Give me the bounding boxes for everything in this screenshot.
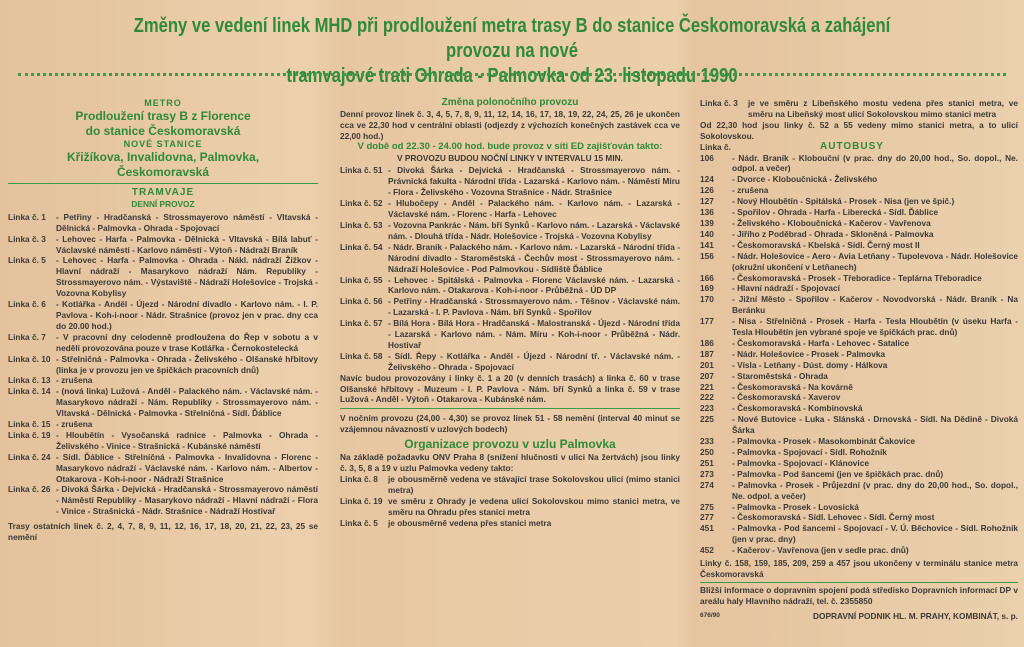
- line-entry: [700, 414, 1018, 436]
- line-route: - Hloubětín - Vysočanská radnice - Palmovka - Ohrada - Želivského - Vinice - Strašnická - Kubánské náměstí: [56, 429, 318, 451]
- divider: [340, 408, 680, 409]
- line-route: - Hlubočepy - Anděl - Palackého nám. - Karlovo nám. - Lazarská - Václavské nám. - Florenc - Harfa - Lehovec: [388, 198, 680, 220]
- line-entry: [700, 382, 1018, 393]
- title-line-1: Změny ve vedení linek MHD při prodloužení metra trasy B do stanice Českomoravská a zahájení provozu na nové: [133, 15, 891, 62]
- line-route: ve směru z Ohrady je vedena ulicí Sokolovskou mimo stanici metra, ve směru na Ohradu přes stanici metra: [388, 495, 680, 517]
- night-interval: V PROVOZU BUDOU NOČNÍ LINKY V INTERVALU 15 MIN.: [397, 152, 623, 163]
- additional-lines: Navíc budou provozovány i linky č. 1 a 20 (v denních trasách) a linka č. 60 v trase Olšanské hřbitovy - Muzeum - I. P. Pavlova - Nám. bří Synků a linka č. 59 v trase Lužová - Anděl - Výtoň - Otakarova - Kubánské nám.: [340, 372, 680, 405]
- line-route: - Českomoravská - Kbelská - Sídl. Černý most II: [732, 239, 920, 250]
- line-route: - (nová linka) Lužová - Anděl - Palackého nám. - Václavské nám. - Masarykovo nádraží - Nám. Republiky - Strossmayerovo nám. - Vltavská - Dělnická - Palmovka - Střelničná - Sídl. Ďáblice: [56, 386, 318, 419]
- line-entry: [8, 452, 318, 485]
- line-number: Linka č. 6: [8, 299, 46, 310]
- line-route: - Bílá Hora - Bílá Hora - Hradčanská - Malostranská - Újezd - Národní třída - Lazarská - Karlovo nám. - Nám. Míru - Koh-i-noor - Průběžná - Nádr. Hostivař: [388, 318, 680, 350]
- line-entry: [700, 545, 1018, 556]
- line-number: Linka č. 1: [8, 211, 46, 222]
- line-number: Linka č. 15: [8, 419, 51, 430]
- line-route: - Želivského - Kloboučnická - Kačerov - Vavřenova: [732, 217, 931, 228]
- line-entry: [700, 196, 1018, 207]
- line-route: - Palmovka - Spojovací - Klánovice: [732, 457, 869, 468]
- line-entry: [340, 275, 680, 297]
- linka-label: Linka č.: [700, 141, 731, 152]
- line-route: - Českomoravská - Xaverov: [732, 392, 841, 403]
- line-entry: [340, 198, 680, 220]
- line-entry: [700, 207, 1018, 218]
- line-route: - Jiřího z Poděbrad - Ohrada - Skloněná - Palmovka: [732, 228, 934, 239]
- line-entry: [700, 512, 1018, 523]
- line-route: - zrušena: [56, 419, 93, 430]
- line-route: - Kotlářka - Anděl - Újezd - Národní divadlo - Karlovo nám. - I. P. Pavlova - Koh-i-noor - Nádr. Strašnice (provoz jen v prac. dny cca do 20.00 hod.): [56, 299, 318, 331]
- line-entry: [340, 165, 680, 198]
- line-route: - Vísla - Letňany - Dúst. domy - Hálkova: [732, 359, 888, 370]
- title-line-2: tramvajové trati Ohrada - Palmovka od 23. listopadu 1990: [286, 65, 738, 87]
- line-entry: [700, 229, 1018, 240]
- line-route: - Nádr. Braník - Klobouční (v prac. dny do 20,00 hod., So. dopol., Ne. odpol. a večer): [732, 152, 1018, 174]
- line-number: Linka č. 14: [8, 386, 51, 397]
- metro-title-1: Prodloužení trasy B z Florence: [75, 109, 251, 123]
- line-number: Linka č. 52: [340, 198, 383, 209]
- line-route: - Českomoravská - Kombinovská: [732, 403, 863, 414]
- line-number: 223: [700, 403, 714, 414]
- line-entry: [8, 484, 318, 517]
- line-route: - Palmovka - Prosek - Masokombinát Čakovice: [732, 436, 916, 447]
- line-number: 127: [700, 196, 714, 207]
- line-route: - Nový Hloubětín - Spitálská - Prosek - Nisa (jen ve špič.): [732, 196, 955, 207]
- line-route: - Lehovec - Harfa - Palmovka - Dělnická - Vltavská - Bílá labuť - Václavské náměstí - Karlovo náměstí - Výtoň - Nádraží Braník: [56, 233, 318, 255]
- line-number: Linka č. 58: [340, 350, 383, 361]
- line-entry: [340, 474, 680, 496]
- line-entry: [8, 332, 318, 354]
- line-number: 251: [700, 457, 714, 468]
- line-number: 177: [700, 316, 714, 327]
- divider: [700, 582, 1018, 583]
- line-route: - Českomoravská - Prosek - Třeboradice - Teplárna Třeboradice: [732, 272, 982, 283]
- line-route: - Nisa - Střelničná - Prosek - Harfa - Tesla Hloubětín (v úseku Harfa - Tesla Hloubětín jen vybrané spoje ve špičkách prac. dnů): [732, 316, 1018, 338]
- line-number: Linka č. 51: [340, 165, 383, 176]
- night-time: V době od 22.30 - 24.00 hod. bude provoz v síti ED zajišťován takto:: [357, 140, 663, 152]
- line-number: Linka č. 54: [340, 241, 383, 252]
- line-route: - Palmovka - Pod šancemi (jen ve špičkách prac. dnů): [732, 468, 944, 479]
- line-route: - zrušena: [732, 185, 769, 196]
- line-number: 275: [700, 501, 714, 512]
- line-entry: [700, 251, 1018, 273]
- line-entry: [340, 220, 680, 242]
- publisher: DOPRAVNÍ PODNIK HL. M. PRAHY, KOMBINÁT, s. p.: [813, 610, 1018, 621]
- line-route: - Divoká Šárka - Dejvická - Hradčanská - Strossmayerovo náměstí - Náměstí Republiky - Masarykovo nádraží - Hlavní nádraží - Flora - Vinice - Strašnická - Nádr. Strašnice - Nádraží Hostivař: [56, 484, 318, 517]
- document-title: [104, 14, 921, 89]
- line-entry: [700, 240, 1018, 251]
- line-number: Linka č. 5: [8, 255, 46, 266]
- line-entry: [340, 296, 680, 318]
- line-route: - Palmovka - Prosek - Lovosická: [732, 501, 859, 512]
- line-entry: [700, 371, 1018, 382]
- line-number: 169: [700, 283, 714, 294]
- line-entry: [700, 185, 1018, 196]
- line-number: 225: [700, 414, 714, 425]
- line-number: 136: [700, 207, 714, 218]
- line-number: Linka č. 10: [8, 353, 51, 364]
- stations-line-1: Křižíkova, Invalidovna, Palmovka,: [66, 150, 260, 164]
- night-intro: Denní provoz linek č. 3, 4, 5, 7, 8, 9, 11, 12, 14, 16, 17, 18, 19, 22, 24, 25, 26 je ukončen cca ve 22,30 hod v centrální oblasti (odjezdy z výchozích konečných zastávek cca ve 22,00 hod.): [340, 108, 680, 141]
- line-route: - Petřiny - Hradčanská - Strossmayerovo náměstí - Vltavská - Dělnická - Palmovka - Ohrada - Spojovací: [56, 211, 318, 233]
- line-number: 166: [700, 272, 714, 283]
- stations-line-2: Českomoravská: [116, 165, 210, 179]
- line-route: - Hlavní nádraží - Spojovací: [732, 283, 840, 294]
- line-route: - Sídl. Ďáblice - Střelničná - Palmovka - Invalidovna - Florenc - Masarykovo nádraží - Václavské nám. - Karlovo nám. - Albertov - Otakarova - Koh-i-noor - Nádraží Strašnice: [56, 451, 318, 484]
- line-number: Linka č. 3: [8, 233, 46, 244]
- bus-heading: AUTOBUSY: [820, 140, 884, 152]
- line-entry: [8, 255, 318, 299]
- line-entry: [700, 480, 1018, 502]
- column-night-service: [340, 84, 680, 529]
- line-route: - Nádr. Holešovice - Aero - Avia Letňany - Tupolevova - Nádr. Holešovice (okružní ukončení v Letňanech): [732, 250, 1018, 272]
- line-route: - Nové Butovice - Luka - Slánská - Drnovská - Sídl. Na Dědině - Divoká Šárka: [732, 414, 1018, 436]
- line-route: - Palmovka - Prosek - Průjezdní (v prac. dny do 20,00 hod., So. dopol., Ne. odpol. a večer): [732, 479, 1018, 501]
- palmovka-line-list: [340, 474, 680, 529]
- line-route: - Palmovka - Spojovací - Sídl. Rohožník: [732, 447, 887, 457]
- night-note: V nočním provozu (24,00 - 4,30) se provoz linek 51 - 58 nemění (interval 40 minut se vzájemnou návazností v uzlových bodech): [340, 413, 680, 435]
- line-entry: [700, 98, 1018, 120]
- line-entry: [700, 523, 1018, 545]
- line-entry: [8, 354, 318, 376]
- line-route: - zrušena: [56, 375, 93, 386]
- line-entry: [340, 318, 680, 351]
- line-number: 106: [700, 152, 714, 163]
- line-route: - Lehovec - Harfa - Palmovka - Ohrada - Nákl. nádraží Žižkov - Hlavní nádraží - Masarykovo nádraží Nám. Republiky - Strossmayerovo nám. - Výstaviště - Nádraží Holešovice - Trojská - Vozovna Kobylisy: [56, 255, 318, 299]
- line-route: - Střelničná - Palmovka - Ohrada - Želivského - Olšanské hřbitovy (linka je v provozu jen ve špičkách pracovních dnů): [56, 353, 318, 375]
- line-entry: [700, 360, 1018, 371]
- line-route: - Českomoravská - Sídl. Lehovec - Sídl. Černý most: [732, 512, 935, 523]
- line-entry: [8, 299, 318, 332]
- line-route: - Staroměstská - Ohrada: [732, 370, 828, 381]
- line-number: 451: [700, 523, 714, 534]
- line-number: Linka č. 57: [340, 318, 383, 329]
- line-entry: [700, 458, 1018, 469]
- tram-line-list: [8, 212, 318, 517]
- line-route: - Českomoravská - Na kovárně: [732, 381, 853, 392]
- line-number: 452: [700, 545, 714, 556]
- line-entry: [700, 218, 1018, 229]
- line-entry: [700, 174, 1018, 185]
- line-number: 170: [700, 294, 714, 305]
- after-2230-note: Od 22,30 hod jsou linky č. 52 a 55 vedeny mimo stanici metra, a to ulicí Sokolovskou.: [700, 119, 1018, 141]
- line-number: 201: [700, 359, 714, 370]
- column-metro-tram: [8, 84, 318, 543]
- palmovka-intro: Na základě požadavku ONV Praha 8 (snížení hlučnosti v ulici Na žertvách) jsou linky č. 3, 5, 8 a 19 v uzlu Palmovka vedeny takto:: [340, 452, 680, 474]
- new-stations-heading: NOVÉ STANICE: [123, 139, 203, 149]
- line-number: Linka č. 5: [340, 517, 378, 528]
- line-number: Linka č. 55: [340, 274, 383, 285]
- title-divider: [18, 73, 1006, 76]
- line-number: 186: [700, 337, 714, 348]
- line-route: je obousměrně vedena ve stávající trase Sokolovskou ulicí (mimo stanici metra): [388, 474, 680, 495]
- night-line-list: [340, 165, 680, 372]
- line-entry: [700, 392, 1018, 403]
- line-route: - Spořilov - Ohrada - Harfa - Liberecká - Sídl. Ďáblice: [732, 207, 939, 218]
- line-number: Linka č. 13: [8, 375, 51, 386]
- line-number: 140: [700, 228, 714, 239]
- palmovka-cont-list: [700, 98, 1018, 120]
- line-entry: [700, 447, 1018, 458]
- other-lines-note: Trasy ostatních linek č. 2, 4, 7, 8, 9, 11, 12, 16, 17, 18, 20, 21, 22, 23, 25 se nemění: [8, 521, 318, 543]
- info-note: Bližší informace o dopravním spojení podá středisko Dopravních informací DP v areálu haly Hlavního nádraží, tel. č. 2355850: [700, 584, 1018, 606]
- line-route: je ve směru z Libeňského mostu vedena přes stanici metra, ve směru na Libeňský most ulicí Sokolovskou mimo stanici metra: [748, 98, 1018, 119]
- line-route: - Nádr. Holešovice - Prosek - Palmovka: [732, 348, 886, 359]
- line-route: - Palmovka - Pod šancemi - Spojovací - V. Ú. Běchovice - Sídl. Rohožník (jen v prac. dny): [732, 523, 1018, 545]
- line-entry: [8, 419, 318, 430]
- line-number: 124: [700, 174, 714, 185]
- line-number: 141: [700, 239, 714, 250]
- print-code: 676/90: [700, 611, 720, 619]
- line-number: 156: [700, 250, 714, 261]
- line-entry: [700, 283, 1018, 294]
- line-number: Linka č. 7: [8, 331, 46, 342]
- line-entry: [340, 496, 680, 518]
- line-number: 274: [700, 479, 714, 490]
- line-entry: [700, 403, 1018, 414]
- day-service-heading: DENNÍ PROVOZ: [131, 198, 195, 209]
- line-route: - Dvorce - Kloboučnická - Želivského: [732, 174, 878, 185]
- line-number: 222: [700, 392, 714, 403]
- line-route: - Českomoravská - Harfa - Lehovec - Satalice: [732, 337, 910, 348]
- line-route: - Nádr. Braník - Palackého nám. - Karlovo nám. - Lazarská - Národní třída - Národní divadlo - Staroměstská - Čechův most - Strossmayerovo nám. - Nádraží Holešovice - Pod Palmovkou - Sídliště Ďáblice: [388, 241, 680, 274]
- line-entry: [700, 273, 1018, 284]
- line-number: Linka č. 19: [340, 495, 383, 506]
- palmovka-heading: Organizace provozu v uzlu Palmovka: [404, 437, 616, 452]
- line-number: Linka č. 56: [340, 296, 383, 307]
- line-number: 207: [700, 370, 714, 381]
- line-number: 273: [700, 468, 714, 479]
- tram-heading: TRAMVAJE: [131, 187, 195, 198]
- line-route: - V pracovní dny celodenně prodloužena do Řep v sobotu a v neděli provozována pouze v trase Kotlářka - Černokostelecká: [56, 331, 318, 353]
- line-entry: [700, 502, 1018, 513]
- night-change-heading: Změna polonočního provozu: [441, 97, 579, 108]
- line-number: Linka č. 26: [8, 484, 51, 495]
- bus-line-list: [700, 153, 1018, 557]
- line-number: 126: [700, 185, 714, 196]
- metro-title-2: do stanice Českomoravská: [85, 124, 241, 138]
- line-number: Linka č. 3: [700, 98, 738, 108]
- line-entry: [8, 212, 318, 234]
- header: [0, 0, 1024, 87]
- line-number: 187: [700, 348, 714, 359]
- line-entry: [340, 242, 680, 275]
- line-entry: [8, 234, 318, 256]
- line-entry: [340, 351, 680, 373]
- line-route: - Lehovec - Spitálská - Palmovka - Florenc Václavské nám. - Lazarská - Karlovo nám. - Otakarova - Koh-i-noor - Průběžná - ÚD DP: [388, 274, 680, 296]
- line-entry: [700, 469, 1018, 480]
- line-entry: [700, 316, 1018, 338]
- ending-note: Linky č. 158, 159, 185, 209, 259 a 457 jsou ukončeny v terminálu stanice metra Českomoravská: [700, 558, 1018, 579]
- metro-heading: METRO: [144, 98, 182, 108]
- line-entry: [700, 349, 1018, 360]
- line-route: - Jižní Město - Spořilov - Kačerov - Novodvorská - Nádr. Braník - Na Beránku: [732, 294, 1018, 316]
- line-route: - Petřiny - Hradčanská - Strossmayerovo nám. - Těšnov - Václavské nám. - Lazarská - I. P. Pavlova - Nám. bří Synků - Spořilov: [388, 296, 680, 318]
- line-entry: [8, 430, 318, 452]
- line-entry: [8, 375, 318, 386]
- line-entry: [340, 518, 680, 529]
- line-number: 233: [700, 436, 714, 447]
- line-number: 221: [700, 381, 714, 392]
- line-number: 250: [700, 447, 714, 457]
- line-route: - Sídl. Řepy - Kotlářka - Anděl - Újezd - Národní tř. - Václavské nám. - Želivského - Ohrada - Spojovací: [388, 350, 680, 372]
- column-buses: [700, 84, 1018, 622]
- line-route: - Vozovna Pankrác - Nám. bří Synků - Karlovo nám. - Lazarská - Václavské nám. - Dlouhá třída - Nádr. Holešovice - Trojská - Vozovna Kobylisy: [388, 219, 680, 241]
- line-entry: [8, 386, 318, 419]
- line-route: - Kačerov - Vavřenova (jen v sedle prac. dnů): [732, 545, 909, 556]
- line-number: Linka č. 24: [8, 451, 51, 462]
- line-entry: [700, 436, 1018, 447]
- divider: [8, 183, 318, 184]
- line-number: Linka č. 8: [340, 474, 378, 484]
- line-number: 139: [700, 217, 714, 228]
- line-number: 277: [700, 512, 714, 523]
- line-number: Linka č. 19: [8, 429, 51, 440]
- line-route: - Divoká Šárka - Dejvická - Hradčanská - Strossmayerovo nám. - Právnická fakulta - Národní třída - Lazarská - Karlovo nám. - Náměstí Míru - Flora - Želivského - Vozovna Strašnice - Nádr. Strašnice: [388, 165, 680, 198]
- line-entry: [700, 294, 1018, 316]
- line-number: Linka č. 53: [340, 219, 383, 230]
- line-entry: [700, 153, 1018, 175]
- line-route: je obousměrně vedena přes stanici metra: [388, 517, 552, 528]
- line-entry: [700, 338, 1018, 349]
